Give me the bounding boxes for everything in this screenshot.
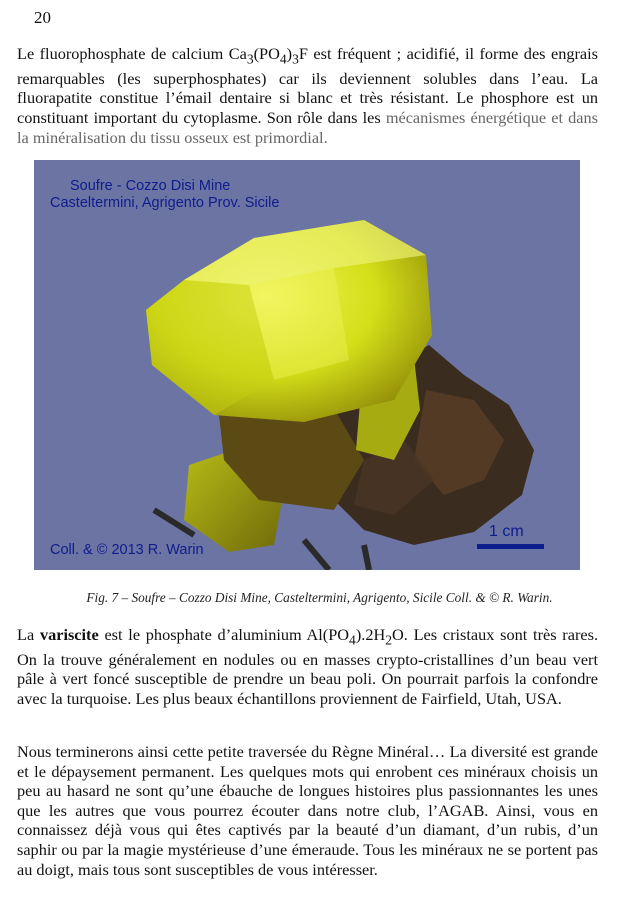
scale-label: 1 cm — [489, 523, 524, 540]
p2-text-3: ).2H — [355, 625, 386, 644]
p2-text-4: O. Les cristaux sont très rares. On la trouve généralement en nodules ou en masses crypto-cristallines d’un beau vert pâle à vert foncé susceptible de prendre un beau poli. On pourrait parfois la confondre avec la turquoise. Les plus beaux échantillons proviennent de Fairfield, Utah, USA. — [17, 625, 599, 709]
p1-text-2: (PO — [253, 44, 280, 63]
p2-text-1: La — [17, 625, 40, 644]
sulfur-crystal-illustration — [34, 160, 580, 570]
p1-sub-2: 4 — [279, 51, 287, 67]
paragraph-fluorophosphate — [17, 44, 598, 147]
scale-bar — [477, 544, 544, 549]
paragraph-variscite — [17, 625, 598, 709]
p2-text-2: est le phosphate d’aluminium Al(PO — [98, 625, 350, 644]
p1-text-3: ) — [286, 44, 293, 63]
p1-text-4: F est fréquent ; acidifié, il forme des engrais remarquables (les superphosphates) car ils deviennent solubles dans l’eau. La fluorapatite constitue l’émail dentaire si blanc et très résistant. Le phosphore est un constituant important du cytoplasme. Son rôle dans les — [17, 44, 598, 128]
p1-text-1: Le fluorophosphate de calcium Ca — [17, 44, 247, 63]
p2-sub-1: 4 — [349, 632, 356, 648]
p2-sub-2: 2 — [385, 632, 393, 648]
p1-grey-text: mécanismes énergétique et dans la minéralisation du tissu osseux est primordial. — [17, 108, 598, 147]
figure-caption: Fig. 7 – Soufre – Cozzo Disi Mine, Casteltermini, Agrigento, Sicile Coll. & © R. Warin. — [86, 590, 553, 605]
p1-sub-1: 3 — [246, 51, 254, 67]
photo-label-title: Soufre - Cozzo Disi Mine — [70, 178, 231, 194]
paragraph-conclusion: Nous terminerons ainsi cette petite traversée du Règne Minéral… La diversité est grande et le dépaysement permanent. Les quelques mots qui enrobent ces minéraux choisis un peu au hasard ne sont qu’une ébauche de longues histoires plus passionnantes les unes que les autres que vous pourrez écouter dans notre club, l’AGAB. Ainsi, vous en connaissez déjà vous qui êtes captivés par la beauté d’un diamant, d’un rubis, d’un saphir ou par la magie mystérieuse d’une émeraude. Tous les minéraux ne se portent pas au doigt, mais tous sont susceptibles de vous intéresser. — [17, 742, 598, 879]
p2-bold: variscite — [39, 625, 99, 644]
sulfur-photo — [34, 160, 580, 570]
p1-sub-3: 3 — [292, 51, 299, 67]
photo-label-locality: Casteltermini, Agrigento Prov. Sicile — [50, 195, 280, 211]
page-number: 20 — [34, 8, 51, 27]
photo-label-copyright: Coll. & © 2013 R. Warin — [50, 542, 204, 558]
